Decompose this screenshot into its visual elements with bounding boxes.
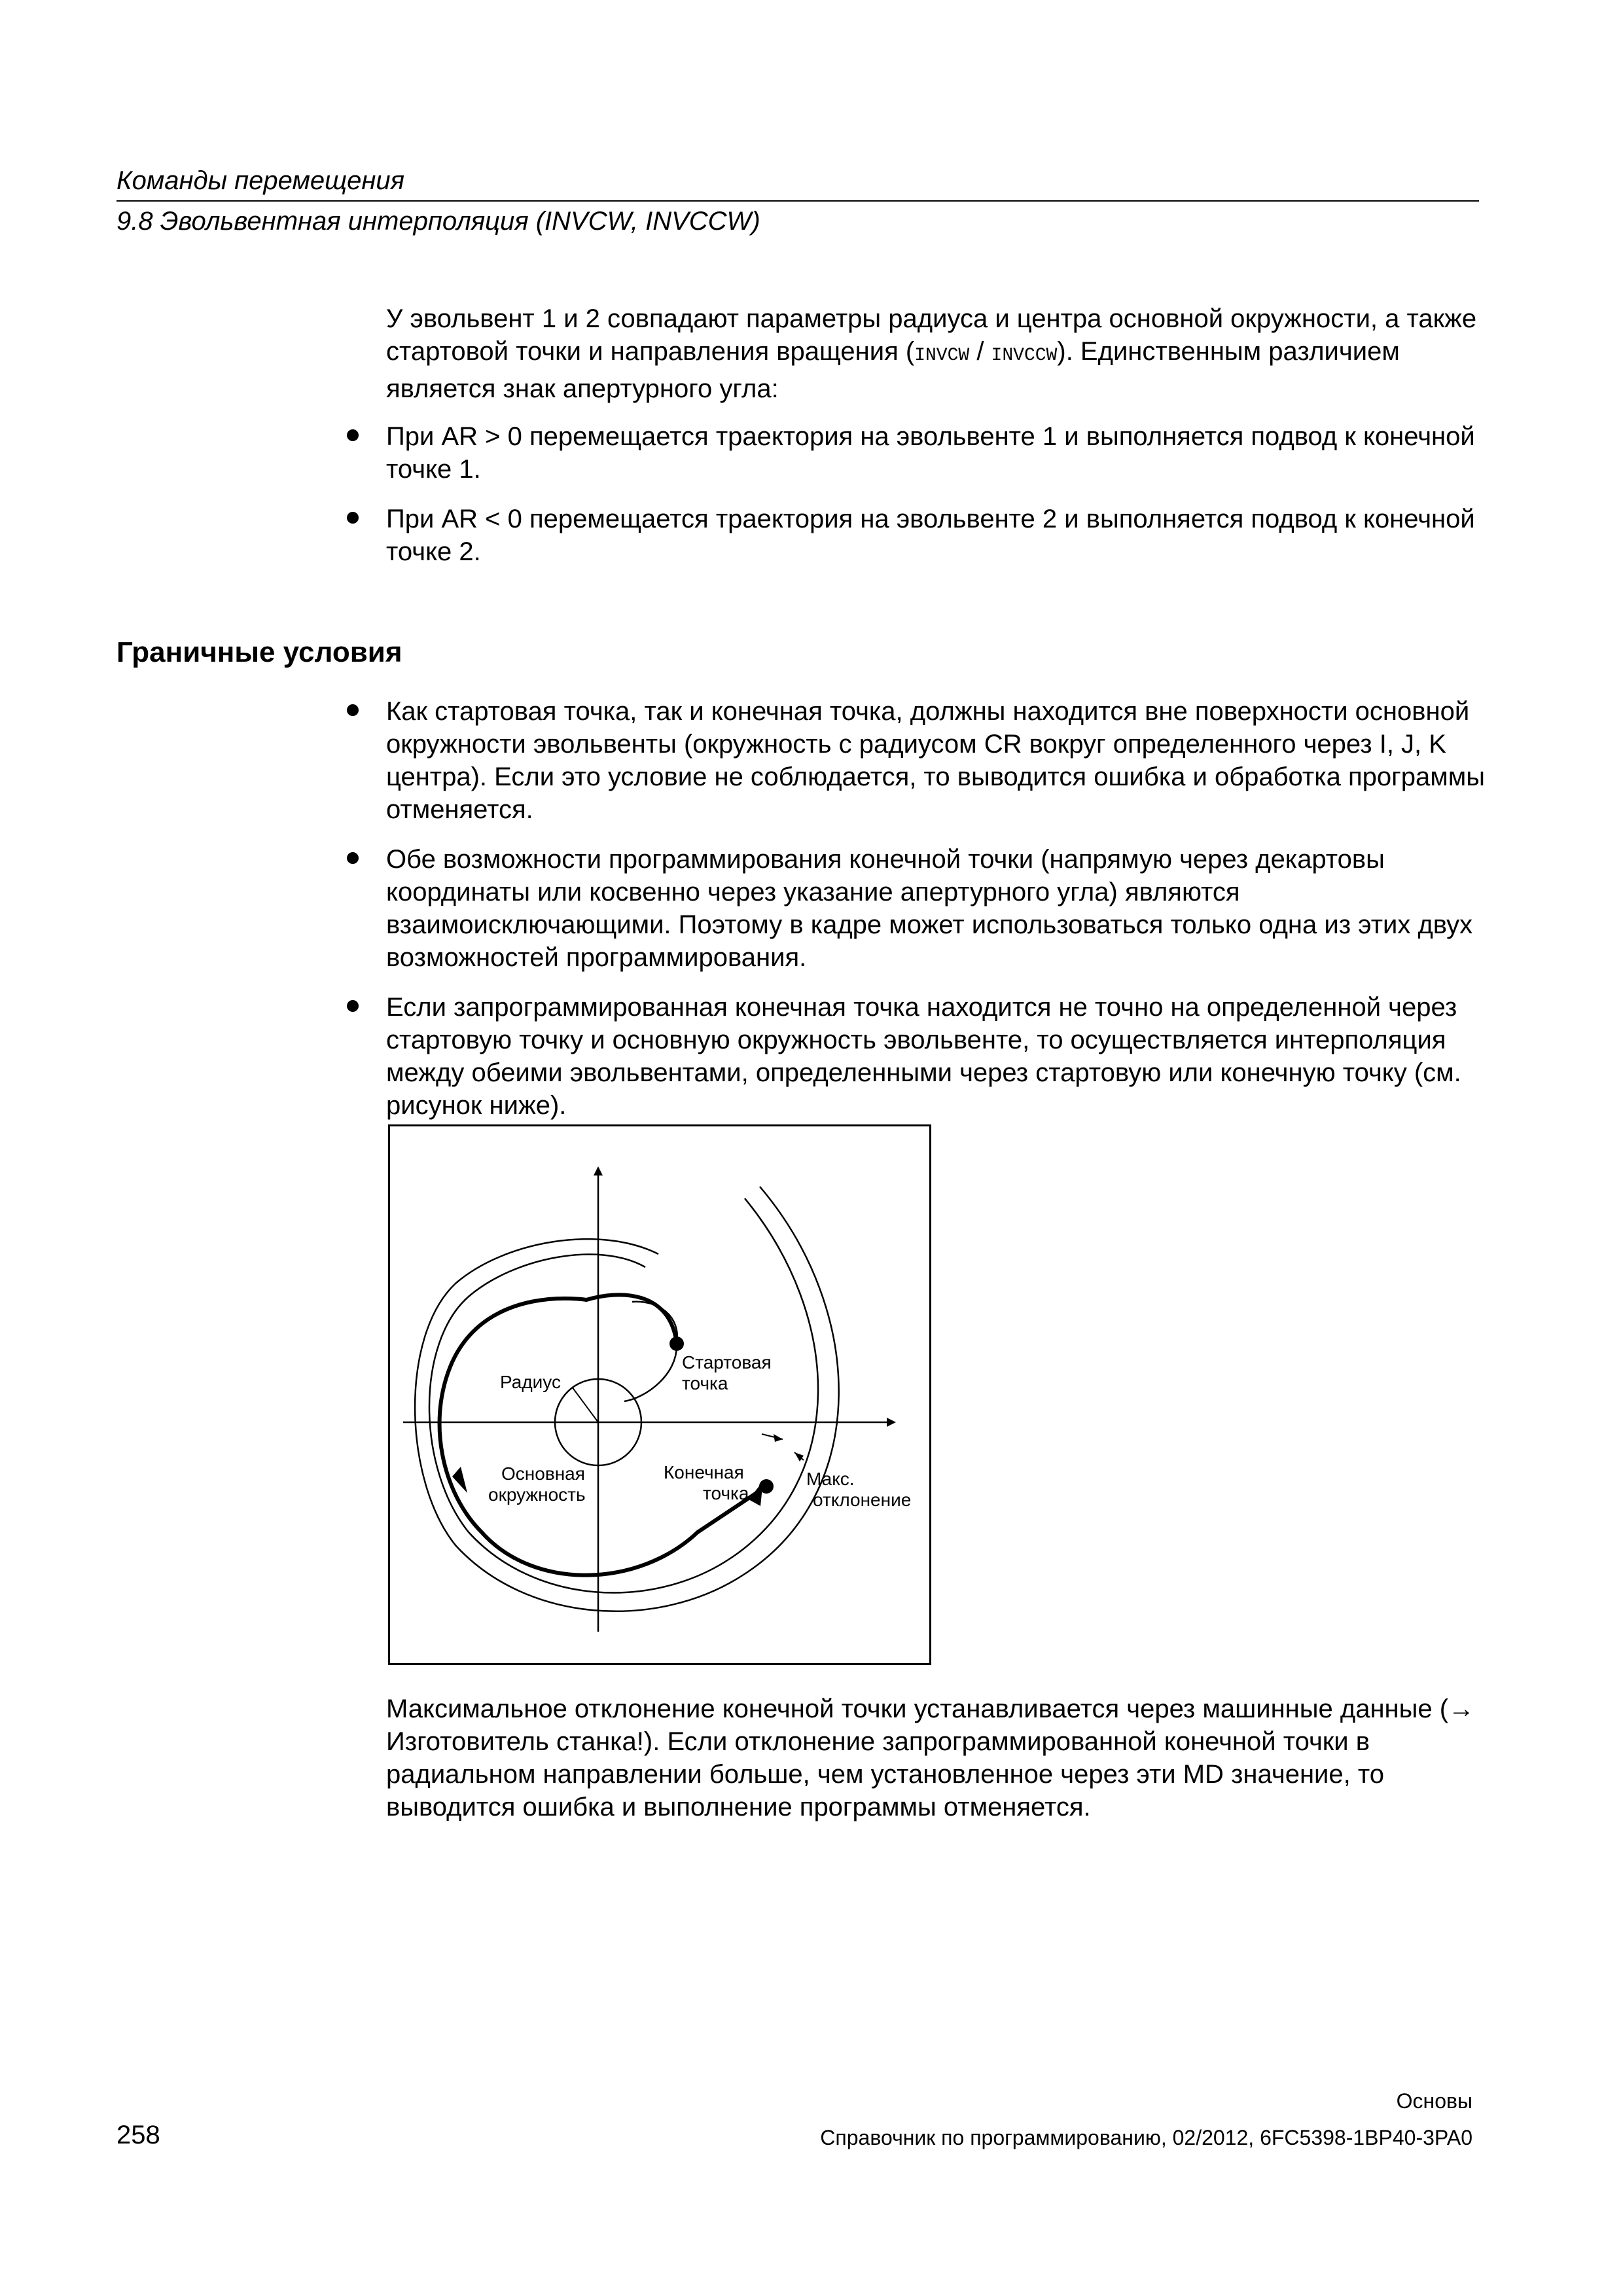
start-curl	[624, 1344, 677, 1401]
intro-text-a: У эвольвент 1 и 2 совпадают параметры радиуса и центра основной окружности, а также стартовой точки и направления вращения (	[386, 304, 1477, 366]
bullet-icon	[347, 429, 359, 441]
intro-slash: /	[969, 337, 991, 366]
involute-diagram	[390, 1126, 929, 1663]
running-header-chapter: Команды перемещения	[116, 166, 405, 195]
header-rule	[116, 200, 1479, 202]
label-end-2: точка	[703, 1483, 749, 1503]
bullet-icon	[347, 1000, 359, 1012]
label-start-2: точка	[682, 1373, 728, 1393]
section-heading: Граничные условия	[116, 636, 402, 668]
intro-paragraph	[386, 302, 1499, 405]
bullet-text: Как стартовая точка, так и конечная точка, должны находится вне поверхности основной окружности эвольвенты (окружность с радиусом CR вокруг определенного через I, J, K центра). Если это условие не соблюдается, то выводится ошибка и обработка программы отменяется.	[386, 697, 1485, 824]
list-item	[347, 843, 1499, 974]
bullet-text: При AR < 0 перемещается траектория на эвольвенте 2 и выполняется подвод к конечной точке 2.	[386, 505, 1475, 566]
interpolated-path	[440, 1295, 766, 1575]
bullet-text: Если запрограммированная конечная точка находится не точно на определенной через стартовую точку и основную окружность эвольвенте, то осуществляется интерполяция между обеими эвольвентами, определенными через стартовую или конечную точку (см. рисунок ниже).	[386, 993, 1461, 1120]
label-base-2: окружность	[488, 1484, 586, 1505]
list-item	[347, 695, 1499, 826]
involute-figure	[388, 1124, 931, 1665]
label-deviation-2: отклонение	[813, 1490, 912, 1510]
footer-reference: Справочник по программированию, 02/2012, 6FC5398-1BP40-3PA0	[820, 2126, 1472, 2149]
list-item	[347, 503, 1499, 568]
label-radius: Радиус	[500, 1372, 561, 1392]
running-header-section: 9.8 Эвольвентная интерполяция (INVCW, INVCCW)	[116, 207, 760, 236]
label-end-1: Конечная	[664, 1462, 744, 1482]
bullet-text: Обе возможности программирования конечной точки (напрямую через декартовы координаты или косвенно через указание апертурного угла) являются взаимоисключающими. Поэтому в кадре может использоваться только одна из этих двух возможностей программирования.	[386, 845, 1473, 972]
end-point	[759, 1479, 774, 1494]
intro-text-b: ). Единственным различием является знак апертурного угла:	[386, 337, 1400, 403]
ar-bullet-list	[347, 420, 1499, 585]
list-item	[347, 420, 1499, 486]
list-item	[347, 991, 1499, 1122]
bullet-icon	[347, 852, 359, 864]
code-invccw: INVCCW	[991, 346, 1058, 366]
start-point	[669, 1336, 684, 1351]
after-figure-paragraph: Максимальное отклонение конечной точки устанавливается через машинные данные (→ Изготовитель станка!). Если отклонение запрограммированной конечной точки в радиальном направлении больше, чем установленное через эти MD значение, то выводится ошибка и выполнение программы отменяется.	[386, 1695, 1475, 1821]
radius-line	[572, 1387, 598, 1422]
label-deviation-1: Макс.	[806, 1469, 855, 1489]
page-number: 258	[116, 2121, 160, 2149]
label-start-1: Стартовая	[682, 1352, 772, 1372]
bullet-text: При AR > 0 перемещается траектория на эвольвенте 1 и выполняется подвод к конечной точке 1.	[386, 422, 1475, 484]
code-invcw: INVCW	[914, 346, 970, 366]
label-base-1: Основная	[501, 1463, 585, 1484]
bullet-icon	[347, 512, 359, 524]
boundary-bullet-list	[347, 695, 1499, 1139]
deviation-arrowhead-bottom	[794, 1452, 804, 1462]
involute-1	[429, 1198, 818, 1592]
involute-2	[415, 1187, 839, 1611]
bullet-icon	[347, 704, 359, 716]
footer-book: Основы	[1396, 2089, 1472, 2113]
deviation-arrowhead-top	[774, 1434, 783, 1442]
